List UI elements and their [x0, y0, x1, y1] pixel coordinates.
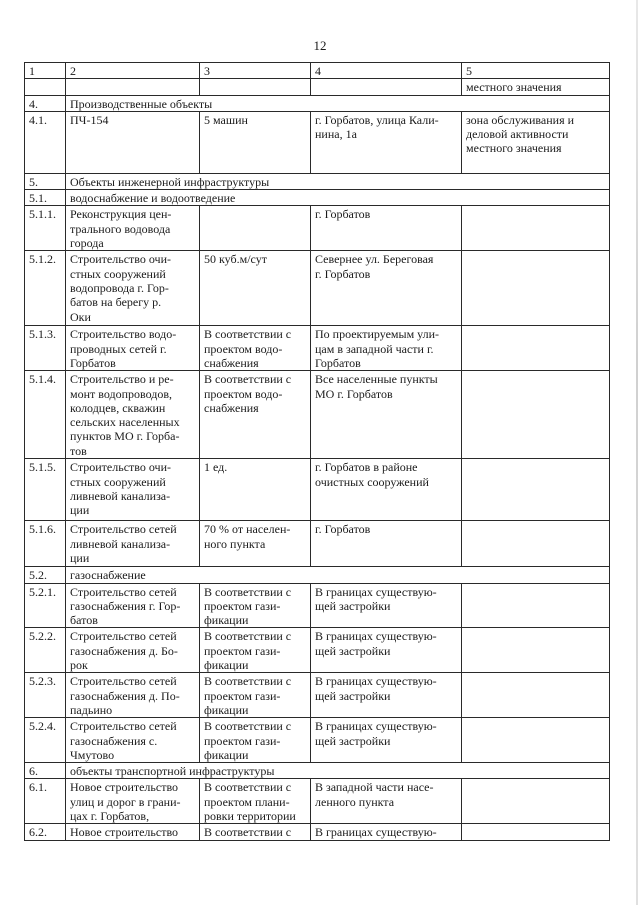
table-row	[25, 521, 610, 567]
section-number: 5.1.	[25, 190, 66, 206]
table-cell: Строительство очи- стных сооружений водопровода г. Гор- батов на берегу р. Оки	[66, 251, 200, 326]
table-cell	[66, 79, 200, 95]
table-cell: Реконструкция цен- трального водовода города	[66, 206, 200, 251]
table-cell	[200, 79, 311, 95]
table-cell	[462, 459, 610, 521]
section-number: 4.	[25, 95, 66, 111]
table-cell: Все населенные пункты МО г. Горбатов	[311, 371, 462, 459]
table-cell	[462, 673, 610, 718]
table-cell: В границах существую- щей застройки	[311, 628, 462, 673]
table-row	[25, 459, 610, 521]
table-cell: В соответствии с проектом водо- снабжения	[200, 371, 311, 459]
section-title: объекты транспортной инфраструктуры	[66, 763, 610, 779]
table-cell	[311, 79, 462, 95]
table-row	[25, 583, 610, 628]
table-cell: Строительство сетей газоснабжения д. Бо- рок	[66, 628, 200, 673]
table-cell: 6.1.	[25, 779, 66, 824]
table-cell: Строительство сетей газоснабжения г. Гор- батов	[66, 583, 200, 628]
header-cell: 3	[200, 63, 311, 79]
table-cell: г. Горбатов в районе очистных сооружений	[311, 459, 462, 521]
section-number: 6.	[25, 763, 66, 779]
table-cell: В соответствии с проектом гази- фикации	[200, 583, 311, 628]
table-cell: 50 куб.м/сут	[200, 251, 311, 326]
table-cell: 5.2.1.	[25, 583, 66, 628]
table-cell: 70 % от населен- ного пункта	[200, 521, 311, 567]
table-cell: В западной части насе- ленного пункта	[311, 779, 462, 824]
table-cell: По проектируемым ули- цам в западной части г. Горбатов	[311, 326, 462, 371]
table-cell: В соответствии с проектом водо- снабжения	[200, 326, 311, 371]
table-cell: В границах существую- щей застройки	[311, 718, 462, 763]
section-title: Производственные объекты	[66, 95, 610, 111]
header-cell: 1	[25, 63, 66, 79]
table-cell: В соответствии с проектом гази- фикации	[200, 628, 311, 673]
table-cell	[462, 371, 610, 459]
table-cell: 5.2.3.	[25, 673, 66, 718]
table-row	[25, 111, 610, 173]
table-cell: Строительство сетей газоснабжения с. Чмутово	[66, 718, 200, 763]
table-cell	[462, 251, 610, 326]
table-row	[25, 371, 610, 459]
table-cell: 5.1.4.	[25, 371, 66, 459]
table-row	[25, 326, 610, 371]
table-row	[25, 673, 610, 718]
table-cell: Новое строительство улиц и дорог в грани- цах г. Горбатов,	[66, 779, 200, 824]
page-number: 12	[313, 38, 327, 53]
table-row	[25, 79, 610, 95]
section-row	[25, 763, 610, 779]
table-cell: 5.1.6.	[25, 521, 66, 567]
table-cell: Строительство сетей газоснабжения д. По- падьино	[66, 673, 200, 718]
table-cell: Строительство водо- проводных сетей г. Горбатов	[66, 326, 200, 371]
table-cell: 5.1.3.	[25, 326, 66, 371]
table-cell: 5.1.2.	[25, 251, 66, 326]
section-row	[25, 567, 610, 583]
table-cell	[462, 824, 610, 840]
table-cell: местного значения	[462, 79, 610, 95]
table-cell: 1 ед.	[200, 459, 311, 521]
section-title: водоснабжение и водоотведение	[66, 190, 610, 206]
table-cell: Севернее ул. Береговая г. Горбатов	[311, 251, 462, 326]
table-cell	[200, 206, 311, 251]
section-row	[25, 190, 610, 206]
table-header-row	[25, 63, 610, 79]
table-cell: 5.1.5.	[25, 459, 66, 521]
table-cell: 5.1.1.	[25, 206, 66, 251]
table-cell: ПЧ-154	[66, 111, 200, 173]
table-cell: Строительство сетей ливневой канализа- ции	[66, 521, 200, 567]
objects-table	[24, 62, 610, 841]
table-cell: В соответствии с проектом гази- фикации	[200, 718, 311, 763]
table-row	[25, 779, 610, 824]
table-cell	[462, 718, 610, 763]
section-row	[25, 95, 610, 111]
table-cell: 5 машин	[200, 111, 311, 173]
table-cell: 5.2.4.	[25, 718, 66, 763]
section-title: Объекты инженерной инфраструктуры	[66, 173, 610, 189]
table-cell: г. Горбатов	[311, 521, 462, 567]
table-row	[25, 718, 610, 763]
table-row	[25, 628, 610, 673]
table-cell: Строительство и ре- монт водопроводов, колодцев, скважин сельских населенных пунктов МО г. Горба- тов	[66, 371, 200, 459]
table-cell	[462, 521, 610, 567]
table-cell: В соответствии с проектом гази- фикации	[200, 673, 311, 718]
table-cell: г. Горбатов	[311, 206, 462, 251]
table-cell: 5.2.2.	[25, 628, 66, 673]
table-row	[25, 251, 610, 326]
header-cell: 2	[66, 63, 200, 79]
table-cell: В границах существую- щей застройки	[311, 673, 462, 718]
table-cell: г. Горбатов, улица Кали- нина, 1а	[311, 111, 462, 173]
table-cell: В соответствии с	[200, 824, 311, 840]
table-cell: Новое строительство	[66, 824, 200, 840]
table-row	[25, 824, 610, 840]
table-cell: 6.2.	[25, 824, 66, 840]
table-cell	[462, 326, 610, 371]
table-cell	[462, 206, 610, 251]
section-row	[25, 173, 610, 189]
header-cell: 4	[311, 63, 462, 79]
table-cell: В соответствии с проектом плани- ровки территории	[200, 779, 311, 824]
table-cell: зона обслуживания и деловой активности местного значения	[462, 111, 610, 173]
table-cell: В границах существую-	[311, 824, 462, 840]
table-cell: Строительство очи- стных сооружений ливневой канализа- ции	[66, 459, 200, 521]
section-number: 5.2.	[25, 567, 66, 583]
table-cell: В границах существую- щей застройки	[311, 583, 462, 628]
scan-edge-shadow	[636, 0, 638, 905]
table-cell	[25, 79, 66, 95]
table-row	[25, 206, 610, 251]
table-cell	[462, 779, 610, 824]
header-cell: 5	[462, 63, 610, 79]
section-title: газоснабжение	[66, 567, 610, 583]
section-number: 5.	[25, 173, 66, 189]
table-cell: 4.1.	[25, 111, 66, 173]
table-cell	[462, 583, 610, 628]
table-cell	[462, 628, 610, 673]
